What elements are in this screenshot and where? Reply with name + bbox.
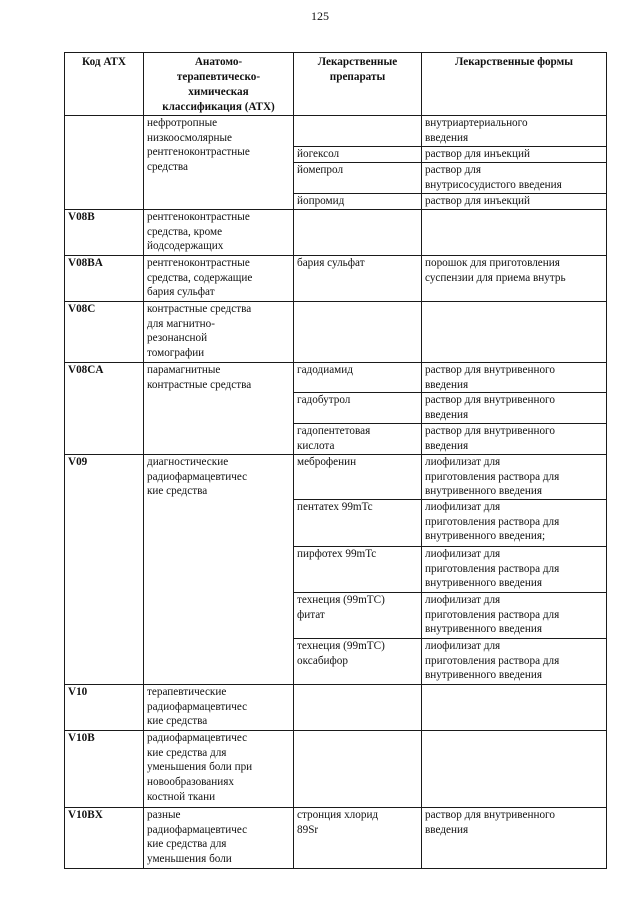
atx-code-cell: V10 [65, 685, 144, 731]
drug-cell [294, 116, 422, 147]
drug-cell: пирфотех 99mTc [294, 547, 422, 593]
atx-code-cell: V08BA [65, 256, 144, 302]
form-cell: раствор для внутривенного введения [422, 808, 607, 869]
classification-cell: разные радиофармацевтичес кие средства для уменьшения боли [144, 808, 294, 869]
form-cell [422, 210, 607, 256]
classification-cell: парамагнитные контрастные средства [144, 363, 294, 455]
drug-cell [294, 731, 422, 808]
atx-table [64, 52, 607, 869]
form-cell: лиофилизат для приготовления раствора для внутривенного введения; [422, 500, 607, 547]
drug-cell: стронция хлорид 89Sr [294, 808, 422, 869]
table-header-row [65, 53, 607, 116]
classification-cell: рентгеноконтрастные средства, кроме йодсодержащих [144, 210, 294, 256]
atx-code-cell [65, 116, 144, 210]
table-row [65, 116, 607, 147]
table-row [65, 731, 607, 808]
form-cell: лиофилизат для приготовления раствора для внутривенного введения [422, 593, 607, 639]
form-cell: лиофилизат для приготовления раствора для внутривенного введения [422, 547, 607, 593]
drug-cell: гадодиамид [294, 363, 422, 393]
table-row [65, 685, 607, 731]
form-cell: раствор для внутрисосудистого введения [422, 163, 607, 194]
form-cell: раствор для внутривенного введения [422, 393, 607, 424]
form-cell: раствор для внутривенного введения [422, 363, 607, 393]
classification-cell: терапевтические радиофармацевтичес кие средства [144, 685, 294, 731]
table-row [65, 455, 607, 500]
page-number: 125 [311, 9, 329, 23]
form-cell: лиофилизат для приготовления раствора для внутривенного введения [422, 455, 607, 500]
drug-cell: гадобутрол [294, 393, 422, 424]
classification-cell: контрастные средства для магнитно- резонансной томографии [144, 302, 294, 363]
atx-code-cell: V10B [65, 731, 144, 808]
drug-cell: гадопентетовая кислота [294, 424, 422, 455]
header-code: Код АТХ [65, 53, 144, 116]
table-row [65, 256, 607, 302]
drug-cell [294, 302, 422, 363]
atx-code-cell: V08C [65, 302, 144, 363]
form-cell: раствор для инъекций [422, 194, 607, 210]
form-cell: лиофилизат для приготовления раствора для внутривенного введения [422, 639, 607, 685]
form-cell: раствор для инъекций [422, 147, 607, 163]
drug-cell: меброфенин [294, 455, 422, 500]
form-cell: внутриартериального введения [422, 116, 607, 147]
drug-cell: йогексол [294, 147, 422, 163]
form-cell [422, 731, 607, 808]
table-row [65, 210, 607, 256]
atx-code-cell: V10BX [65, 808, 144, 869]
header-forms: Лекарственные формы [422, 53, 607, 116]
drug-cell: технеция (99mTC) фитат [294, 593, 422, 639]
table-row [65, 808, 607, 869]
drug-cell: бария сульфат [294, 256, 422, 302]
drug-cell [294, 685, 422, 731]
drug-cell [294, 210, 422, 256]
header-classification: Анатомо- терапевтическо- химическая классификация (АТХ) [144, 53, 294, 116]
form-cell [422, 302, 607, 363]
table-row [65, 302, 607, 363]
atx-code-cell: V08B [65, 210, 144, 256]
atx-code-cell: V09 [65, 455, 144, 685]
drug-cell: пентатех 99mTc [294, 500, 422, 547]
classification-cell: диагностические радиофармацевтичес кие средства [144, 455, 294, 685]
form-cell: раствор для внутривенного введения [422, 424, 607, 455]
form-cell: порошок для приготовления суспензии для приема внутрь [422, 256, 607, 302]
classification-cell: радиофармацевтичес кие средства для уменьшения боли при новообразованиях костной ткани [144, 731, 294, 808]
atx-code-cell: V08CA [65, 363, 144, 455]
header-drugs: Лекарственные препараты [294, 53, 422, 116]
form-cell [422, 685, 607, 731]
table-row [65, 363, 607, 393]
drug-cell: технеция (99mTC) оксабифор [294, 639, 422, 685]
drug-cell: йомепрол [294, 163, 422, 194]
classification-cell: нефротропные низкоосмолярные рентгеноконтрастные средства [144, 116, 294, 210]
classification-cell: рентгеноконтрастные средства, содержащие бария сульфат [144, 256, 294, 302]
drug-cell: йопромид [294, 194, 422, 210]
